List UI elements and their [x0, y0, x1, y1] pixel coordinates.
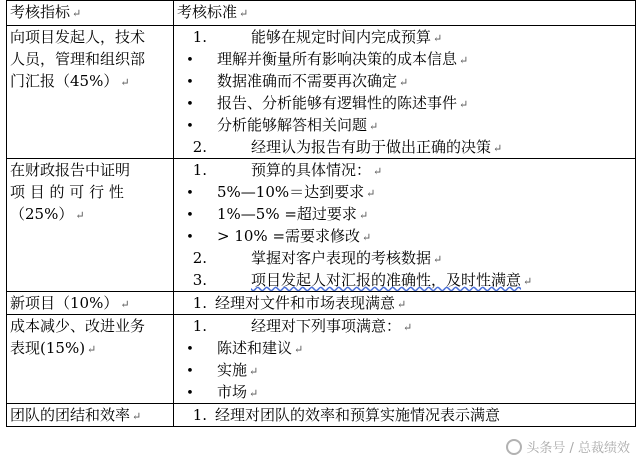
criteria-item: • 分析能够解答相关问题 ↵: [186, 116, 379, 134]
criteria-item: 1. 经理对下列事项满意： ↵: [192, 317, 413, 335]
criteria-item: • 5%—10%＝达到要求 ↵: [186, 183, 376, 201]
table-row: [7, 315, 636, 404]
criteria-cell: [174, 404, 636, 427]
criteria-cell: [174, 26, 636, 159]
criteria-item: • 市场 ↵: [186, 383, 259, 401]
indicator-cell: [7, 26, 174, 159]
indicator-line: 人员，管理和组织部: [10, 50, 146, 68]
table-row: [7, 159, 636, 292]
criteria-cell: [174, 292, 636, 315]
criteria-item: • 数据准确而不需要再次确定 ↵: [186, 72, 409, 90]
criteria-item: 2. 掌握对客户表现的考核数据 ↵: [192, 249, 443, 267]
criteria-item: • 实施 ↵: [186, 361, 259, 379]
criteria-item: 3. 项目发起人对汇报的准确性，及时性满意 ↵: [192, 271, 533, 289]
criteria-item: • 理解并衡量所有影响决策的成本信息 ↵: [186, 50, 469, 68]
indicator-line: 新项目（10%） ↵: [10, 294, 130, 312]
indicator-cell: [7, 292, 174, 315]
indicator-cell: [7, 159, 174, 292]
criteria-item: 2. 经理认为报告有助于做出正确的决策 ↵: [192, 138, 503, 156]
indicator-line: 项 目 的 可 行 性: [10, 183, 124, 201]
criteria-item: • > 10% =需要求修改 ↵: [186, 227, 372, 245]
table-row: [7, 26, 636, 159]
header-indicator-label: 考核指标: [10, 3, 71, 21]
indicator-cell: [7, 315, 174, 404]
indicator-line: 门汇报（45%） ↵: [10, 72, 130, 90]
criteria-item: • 1%—5% =超过要求 ↵: [186, 205, 369, 223]
table-header-row: [7, 1, 636, 26]
criteria-cell: [174, 159, 636, 292]
criteria-item: 1. 能够在规定时间内完成预算 ↵: [192, 28, 443, 46]
indicator-line: 团队的团结和效率 ↵: [10, 406, 142, 424]
indicator-line: （25%） ↵: [10, 205, 85, 223]
criteria-item: 1. 预算的具体情况： ↵: [192, 161, 383, 179]
indicator-line: 表现(15%) ↵: [10, 339, 97, 357]
header-cell-criteria: 考核标准 ↵: [174, 1, 636, 26]
criteria-item: • 陈述和建议 ↵: [186, 339, 304, 357]
header-criteria-label: 考核标准: [177, 3, 238, 21]
table-row: [7, 292, 636, 315]
criteria-item: • 报告、分析能够有逻辑性的陈述事件 ↵: [186, 94, 469, 112]
watermark-text: 头条号 / 总裁绩效: [526, 441, 630, 456]
criteria-item: 1. 经理对文件和市场表现满意 ↵: [192, 294, 407, 312]
indicator-line: 向项目发起人，技术: [10, 28, 146, 46]
indicator-cell: [7, 404, 174, 427]
kpi-document: [6, 0, 636, 460]
table-row: [7, 404, 636, 427]
indicator-line: 在财政报告中证明: [10, 161, 131, 179]
watermark: [506, 437, 630, 456]
criteria-item: 1. 经理对团队的效率和预算实施情况表示满意: [192, 406, 501, 424]
kpi-table: [6, 0, 636, 427]
indicator-line: 成本减少、改进业务: [10, 317, 146, 335]
criteria-cell: [174, 315, 636, 404]
watermark-logo-icon: [506, 439, 522, 455]
header-cell-indicator: 考核指标 ↵: [7, 1, 174, 26]
